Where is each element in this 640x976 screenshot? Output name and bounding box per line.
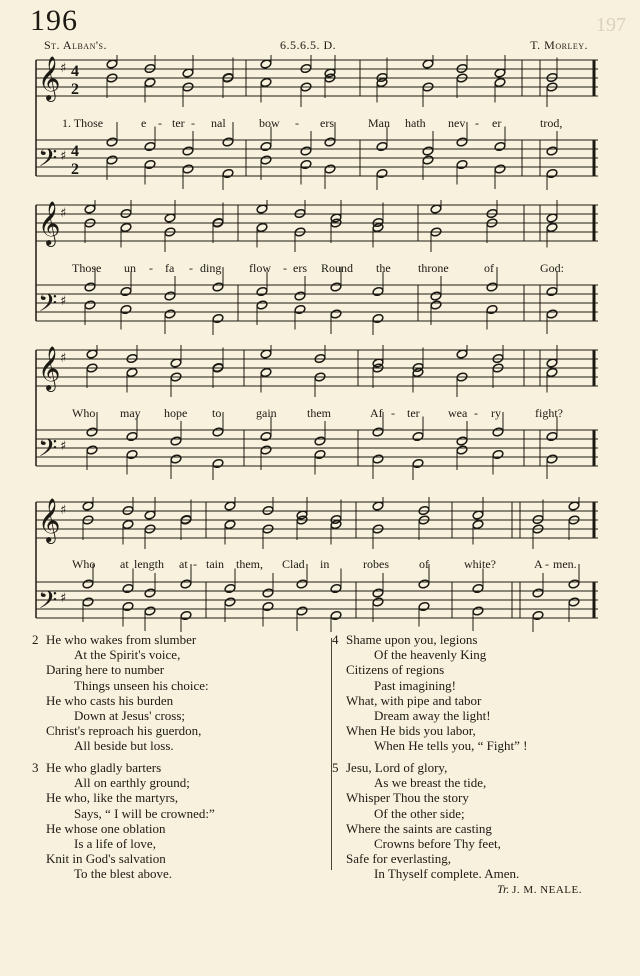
hymn-number: 196 <box>30 4 78 37</box>
lyric-syllable: them <box>307 406 331 420</box>
lyric-syllable: - <box>545 557 549 571</box>
note-head <box>412 458 424 468</box>
stanza-line: What, with pipe and tabor <box>346 692 482 708</box>
note-head <box>492 449 504 459</box>
note-head <box>532 610 544 620</box>
stanza-line: Jesu, Lord of glory, <box>346 760 448 775</box>
note-head <box>456 445 468 455</box>
time-signature-top: 4 <box>71 143 79 160</box>
lyric-syllable: to <box>212 406 222 420</box>
note-head <box>222 168 234 178</box>
note-head <box>126 367 138 377</box>
note-head <box>260 445 272 455</box>
lyric-syllable: er <box>492 116 502 130</box>
note-head <box>122 601 134 611</box>
note-head <box>568 579 580 589</box>
stanza-2 <box>32 632 209 754</box>
note-head <box>164 309 176 319</box>
stanza-number: 5 <box>332 760 339 775</box>
note-head <box>180 610 192 620</box>
lyric-syllable: hope <box>164 406 188 420</box>
translator-name: J. M. NEALE. <box>512 884 582 896</box>
note-head <box>372 313 384 323</box>
note-head <box>224 519 236 529</box>
lyric-syllable: nal <box>211 116 226 130</box>
note-head <box>170 436 182 446</box>
note-head <box>106 137 118 147</box>
note-head <box>546 146 558 156</box>
lyric-syllable: fa <box>165 261 175 275</box>
lyric-syllable: at <box>120 557 129 571</box>
note-head <box>86 445 98 455</box>
note-head <box>144 606 156 616</box>
stanza-line: At the Spirit's voice, <box>74 647 181 663</box>
note-head <box>492 427 504 437</box>
note-head <box>122 583 134 593</box>
lyric-syllable: ers <box>293 261 307 275</box>
stanza-line: He who casts his burden <box>46 692 174 708</box>
lyric-syllable: Who <box>72 557 96 571</box>
time-signature-bottom: 2 <box>71 161 79 178</box>
lyric-syllable: nev <box>448 116 466 130</box>
stanza-line: He who gladly barters <box>46 760 162 775</box>
note-head <box>256 286 268 296</box>
note-head <box>456 436 468 446</box>
stanza-line: Is a life of love, <box>74 836 156 852</box>
note-head <box>262 588 274 598</box>
note-head <box>412 431 424 441</box>
note-head <box>324 164 336 174</box>
note-head <box>260 155 272 165</box>
lyric-syllable: - <box>158 116 162 130</box>
note-head <box>546 309 558 319</box>
stanza-line: As we breast the tide, <box>374 775 487 791</box>
note-head <box>300 159 312 169</box>
note-head <box>224 583 236 593</box>
note-head <box>212 282 224 292</box>
treble-clef-icon: 𝄞 <box>38 56 61 100</box>
stanza-number: 4 <box>332 632 339 647</box>
key-sharp-icon: ♯ <box>60 351 67 366</box>
composer: T. Morley. <box>530 38 588 52</box>
stanza-line: Of the other side; <box>374 805 465 821</box>
note-head <box>486 304 498 314</box>
stanza-line: Shame upon you, legions <box>346 632 478 647</box>
note-head <box>126 431 138 441</box>
note-head <box>120 286 132 296</box>
stanza-line: Knit in God's salvation <box>46 851 166 867</box>
stanza-line: Dream away the light! <box>374 708 491 724</box>
lyric-syllable: length <box>134 557 164 571</box>
stanza-line: Daring here to number <box>46 662 165 678</box>
lyric-syllable: at <box>179 557 188 571</box>
stanza-line: He whose one oblation <box>46 820 166 836</box>
note-head <box>120 222 132 232</box>
note-head <box>224 597 236 607</box>
note-head <box>372 454 384 464</box>
key-sharp-icon: ♯ <box>60 61 67 76</box>
lyric-syllable: bow <box>259 116 280 130</box>
note-head <box>330 282 342 292</box>
lyric-syllable: 1. Those <box>62 116 104 130</box>
note-head <box>294 304 306 314</box>
note-head <box>494 141 506 151</box>
stanza-line: To the blest above. <box>74 866 173 882</box>
note-head <box>418 601 430 611</box>
lyric-syllable: throne <box>418 261 449 275</box>
note-head <box>256 300 268 310</box>
note-head <box>84 282 96 292</box>
stanza-line: When He bids you labor, <box>346 723 476 739</box>
lyric-syllable: God: <box>540 261 564 275</box>
lyric-syllable: trod, <box>540 116 563 130</box>
stanza-line: Safe for everlasting, <box>346 851 452 867</box>
note-head <box>456 137 468 147</box>
note-head <box>82 579 94 589</box>
column-divider <box>331 638 332 870</box>
lyric-syllable: - <box>189 261 193 275</box>
note-head <box>324 137 336 147</box>
note-head <box>546 454 558 464</box>
stanza-line: Of the heavenly King <box>374 647 487 663</box>
lyrics-row-2 <box>0 261 640 277</box>
translator-prefix: Tr. <box>497 882 510 896</box>
note-head <box>256 222 268 232</box>
note-head <box>494 164 506 174</box>
bass-clef-icon: 𝄢 <box>38 434 58 469</box>
lyric-syllable: - <box>391 406 395 420</box>
note-head <box>472 606 484 616</box>
note-head <box>546 431 558 441</box>
lyric-syllable: ers <box>320 116 334 130</box>
lyrics-row-1 <box>0 116 640 132</box>
lyric-syllable: hath <box>405 116 426 130</box>
note-head <box>546 286 558 296</box>
key-sharp-icon: ♯ <box>60 591 67 606</box>
note-head <box>106 155 118 165</box>
lyric-syllable: of <box>484 261 494 275</box>
lyric-syllable: Those <box>72 261 102 275</box>
tune-name: St. Alban's. <box>44 38 107 52</box>
note-head <box>418 579 430 589</box>
note-head <box>330 309 342 319</box>
key-sharp-icon: ♯ <box>60 294 67 309</box>
note-head <box>376 141 388 151</box>
lyric-syllable: ding <box>200 261 222 275</box>
lyric-syllable: - <box>191 116 195 130</box>
note-head <box>144 141 156 151</box>
time-signature-top: 4 <box>71 63 79 80</box>
note-head <box>494 77 506 87</box>
note-head <box>144 588 156 598</box>
stanza-line: Past imagining! <box>374 677 456 693</box>
lyric-syllable: wea <box>448 406 468 420</box>
note-head <box>84 300 96 310</box>
key-sharp-icon: ♯ <box>60 206 67 221</box>
note-head <box>546 222 558 232</box>
stanza-line: Where the saints are casting <box>346 820 492 836</box>
lyric-syllable: may <box>120 406 141 420</box>
lyric-syllable: - <box>283 261 287 275</box>
note-head <box>144 77 156 87</box>
stanza-line: Things unseen his choice: <box>74 677 209 693</box>
lyric-syllable: Af <box>370 406 383 420</box>
lyric-syllable: - <box>475 116 479 130</box>
note-head <box>372 286 384 296</box>
stanza-line: All on earthly ground; <box>74 775 190 791</box>
note-head <box>212 313 224 323</box>
lyric-syllable: ter <box>407 406 420 420</box>
note-head <box>430 291 442 301</box>
note-head <box>472 519 484 529</box>
note-head <box>330 583 342 593</box>
bass-clef-icon: 𝄢 <box>38 289 58 324</box>
note-head <box>180 579 192 589</box>
lyrics-row-3 <box>0 406 640 422</box>
note-head <box>294 291 306 301</box>
note-head <box>144 159 156 169</box>
note-head <box>212 458 224 468</box>
note-head <box>300 146 312 156</box>
stanza-line: He who, like the martyrs, <box>46 790 179 806</box>
lyric-syllable: ter <box>172 116 185 130</box>
lyric-syllable: Man <box>368 116 390 130</box>
treble-clef-icon: 𝄞 <box>38 346 61 390</box>
key-sharp-icon: ♯ <box>60 149 67 164</box>
lyric-syllable: in <box>320 557 330 571</box>
note-head <box>260 367 272 377</box>
note-head <box>222 137 234 147</box>
stanza-3 <box>32 760 215 882</box>
stanza-line: He who wakes from slumber <box>46 632 197 647</box>
lyric-syllable: the <box>376 261 391 275</box>
note-head <box>126 449 138 459</box>
stanza-line: In Thyself complete. Amen. <box>374 866 520 882</box>
note-head <box>532 588 544 598</box>
lyric-syllable: - <box>193 557 197 571</box>
meter: 6.5.6.5. D. <box>280 38 337 52</box>
lyric-syllable: - <box>295 116 299 130</box>
key-sharp-icon: ♯ <box>60 503 67 518</box>
lyric-syllable: Who <box>72 406 96 420</box>
note-head <box>260 141 272 151</box>
note-head <box>486 282 498 292</box>
note-head <box>120 304 132 314</box>
stanza-number: 2 <box>32 632 39 647</box>
lyric-syllable: white? <box>464 557 496 571</box>
lyric-syllable: flow <box>249 261 271 275</box>
bleed-through-number: 197 <box>596 14 626 36</box>
lyric-syllable: tain <box>206 557 224 571</box>
note-head <box>170 454 182 464</box>
note-head <box>430 300 442 310</box>
note-head <box>164 291 176 301</box>
note-head <box>314 436 326 446</box>
lyric-syllable: them, <box>236 557 263 571</box>
note-head <box>546 367 558 377</box>
stanza-line: Says, “ I will be crowned:” <box>74 805 215 821</box>
note-head <box>568 597 580 607</box>
note-head <box>372 427 384 437</box>
note-head <box>422 146 434 156</box>
stanza-5 <box>332 760 520 882</box>
lyric-syllable: e <box>141 116 147 130</box>
lyric-syllable: Clad <box>282 557 305 571</box>
stanza-line: Citizens of regions <box>346 662 445 678</box>
note-head <box>182 164 194 174</box>
note-head <box>260 431 272 441</box>
note-head <box>262 601 274 611</box>
stanza-4 <box>332 632 528 754</box>
stanza-number: 3 <box>32 760 39 775</box>
note-head <box>456 159 468 169</box>
note-head <box>212 427 224 437</box>
lyric-syllable: ry <box>491 406 501 420</box>
stanza-line: When He tells you, “ Fight” ! <box>374 738 528 754</box>
stanza-line: All beside but loss. <box>74 738 174 754</box>
treble-clef-icon: 𝄞 <box>38 498 61 542</box>
lyric-syllable: - <box>474 406 478 420</box>
time-signature-bottom: 2 <box>71 81 79 98</box>
note-head <box>472 583 484 593</box>
note-head <box>86 427 98 437</box>
note-head <box>546 168 558 178</box>
stanza-line: Whisper Thou the story <box>346 790 469 806</box>
note-head <box>82 597 94 607</box>
lyric-syllable: fight? <box>535 406 563 420</box>
note-head <box>182 146 194 156</box>
note-head <box>372 588 384 598</box>
treble-clef-icon: 𝄞 <box>38 201 61 245</box>
lyrics-row-4 <box>0 557 640 573</box>
key-sharp-icon: ♯ <box>60 439 67 454</box>
note-head <box>372 597 384 607</box>
note-head <box>260 77 272 87</box>
bass-clef-icon: 𝄢 <box>38 586 58 621</box>
lyric-syllable: un <box>124 261 136 275</box>
lyric-syllable: Round <box>321 261 354 275</box>
lyric-syllable: gain <box>256 406 277 420</box>
bass-clef-icon: 𝄢 <box>38 144 58 179</box>
note-head <box>296 579 308 589</box>
stanza-line: Crowns before Thy feet, <box>374 836 501 852</box>
note-head <box>330 610 342 620</box>
lyric-syllable: men. <box>553 557 577 571</box>
translator-credit <box>497 882 582 897</box>
lyric-syllable: robes <box>363 557 389 571</box>
lyric-syllable: A <box>534 557 543 571</box>
note-head <box>296 606 308 616</box>
note-head <box>376 168 388 178</box>
stanza-line: Down at Jesus' cross; <box>74 708 186 724</box>
note-head <box>122 519 134 529</box>
note-head <box>422 155 434 165</box>
stanza-line: Christ's reproach his guerdon, <box>46 723 202 739</box>
lyric-syllable: - <box>149 261 153 275</box>
note-head <box>314 449 326 459</box>
lyric-syllable: of <box>419 557 429 571</box>
